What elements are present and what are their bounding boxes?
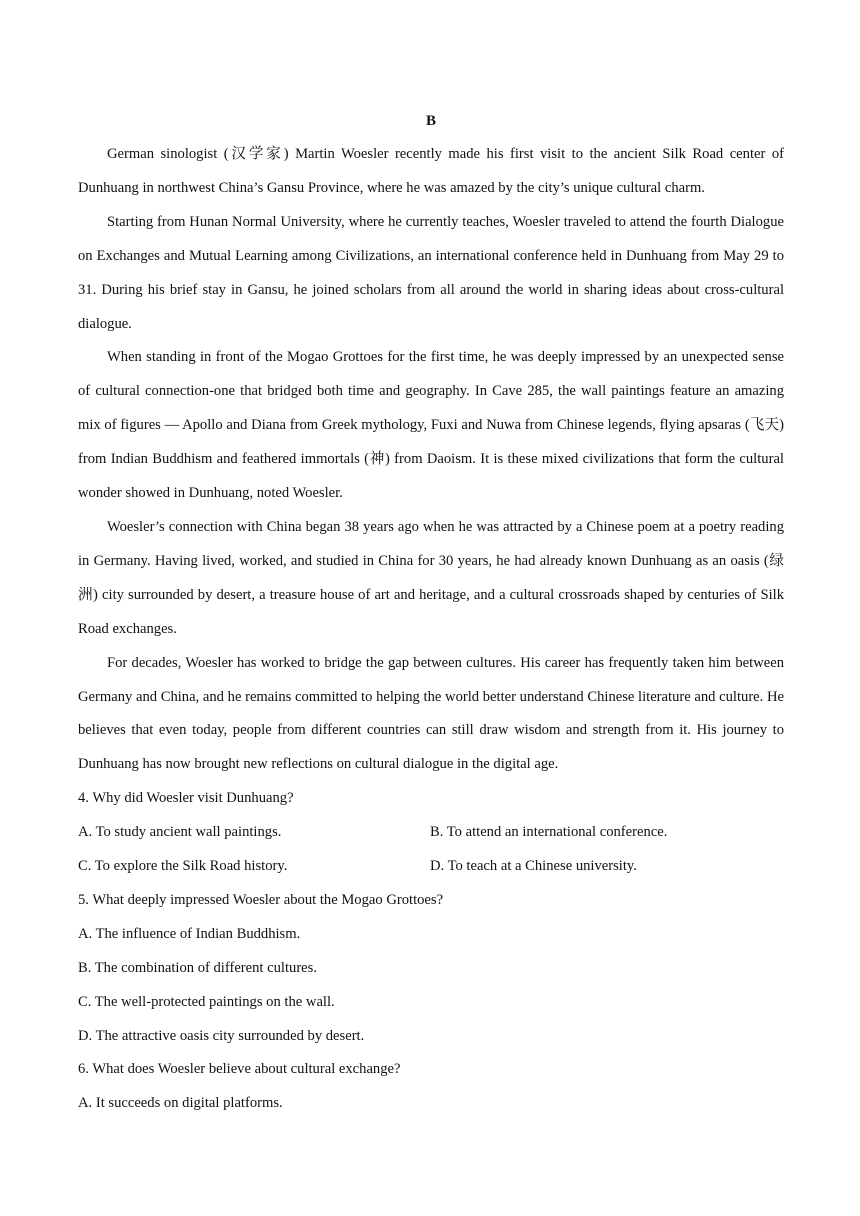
reading-passage — [78, 138, 784, 1121]
option-c: C. To explore the Silk Road history. — [78, 858, 288, 875]
options-row — [78, 816, 784, 850]
option-a: A. The influence of Indian Buddhism. — [78, 925, 301, 942]
paragraph-4: Woesler’s connection with China began 38 years ago when he was attracted by a Chinese poem at a poetry reading in Germany. Having lived, worked, and studied in China for 30 years, he had already known Dunhuang as an oasis (绿洲) city surrounded by desert, a treasure house of art and heritage, and a cultural crossroads shaped by centuries of Silk Road exchanges. — [78, 518, 784, 637]
options-row — [78, 850, 784, 884]
paragraph-2: Starting from Hunan Normal University, where he currently teaches, Woesler traveled to attend the fourth Dialogue on Exchanges and Mutual Learning among Civilizations, an international conference held in Dunhuang from May 29 to 31. During his brief stay in Gansu, he joined scholars from all around the world in sharing ideas about cross-cultural dialogue. — [78, 213, 784, 332]
question-stem: 5. What deeply impressed Woesler about the Mogao Grottoes? — [78, 891, 444, 908]
section-heading: B — [425, 113, 436, 129]
option-c: C. The well-protected paintings on the wall. — [78, 993, 335, 1010]
option-d: D. The attractive oasis city surrounded by desert. — [78, 1027, 365, 1044]
option-d: D. To teach at a Chinese university. — [430, 858, 637, 875]
option-b: B. The combination of different cultures. — [78, 959, 317, 976]
question-6 — [78, 1053, 784, 1121]
paragraph-1: German sinologist (汉学家) Martin Woesler recently made his first visit to the ancient Silk Road center of Dunhuang in northwest China’s Gansu Province, where he was amazed by the city’s unique cultural charm. — [78, 146, 784, 196]
question-stem: 4. Why did Woesler visit Dunhuang? — [78, 790, 294, 807]
option-b: B. To attend an international conference. — [430, 824, 668, 841]
option-a: A. It succeeds on digital platforms. — [78, 1095, 283, 1112]
question-4 — [78, 782, 784, 884]
paragraph-3: When standing in front of the Mogao Grottoes for the first time, he was deeply impressed by an unexpected sense of cultural connection-one that bridged both time and geography. In Cave 285, the wall paintings feature an amazing mix of figures — Apollo and Diana from Greek mythology, Fuxi and Nuwa from Chinese legends, flying apsaras (飞天) from Indian Buddhism and feathered immortals (神) from Daoism. It is these mixed civilizations that form the cultural wonder showed in Dunhuang, noted Woesler. — [78, 349, 784, 502]
option-a: A. To study ancient wall paintings. — [78, 824, 282, 841]
question-stem: 6. What does Woesler believe about cultural exchange? — [78, 1061, 401, 1078]
question-5 — [78, 884, 784, 1054]
paragraph-5: For decades, Woesler has worked to bridge the gap between cultures. His career has frequently taken him between Germany and China, and he remains committed to helping the world better understand Chinese literature and culture. He believes that even today, people from different countries can still draw wisdom and strength from it. His journey to Dunhuang has now brought new reflections on cultural dialogue in the digital age. — [78, 654, 784, 773]
